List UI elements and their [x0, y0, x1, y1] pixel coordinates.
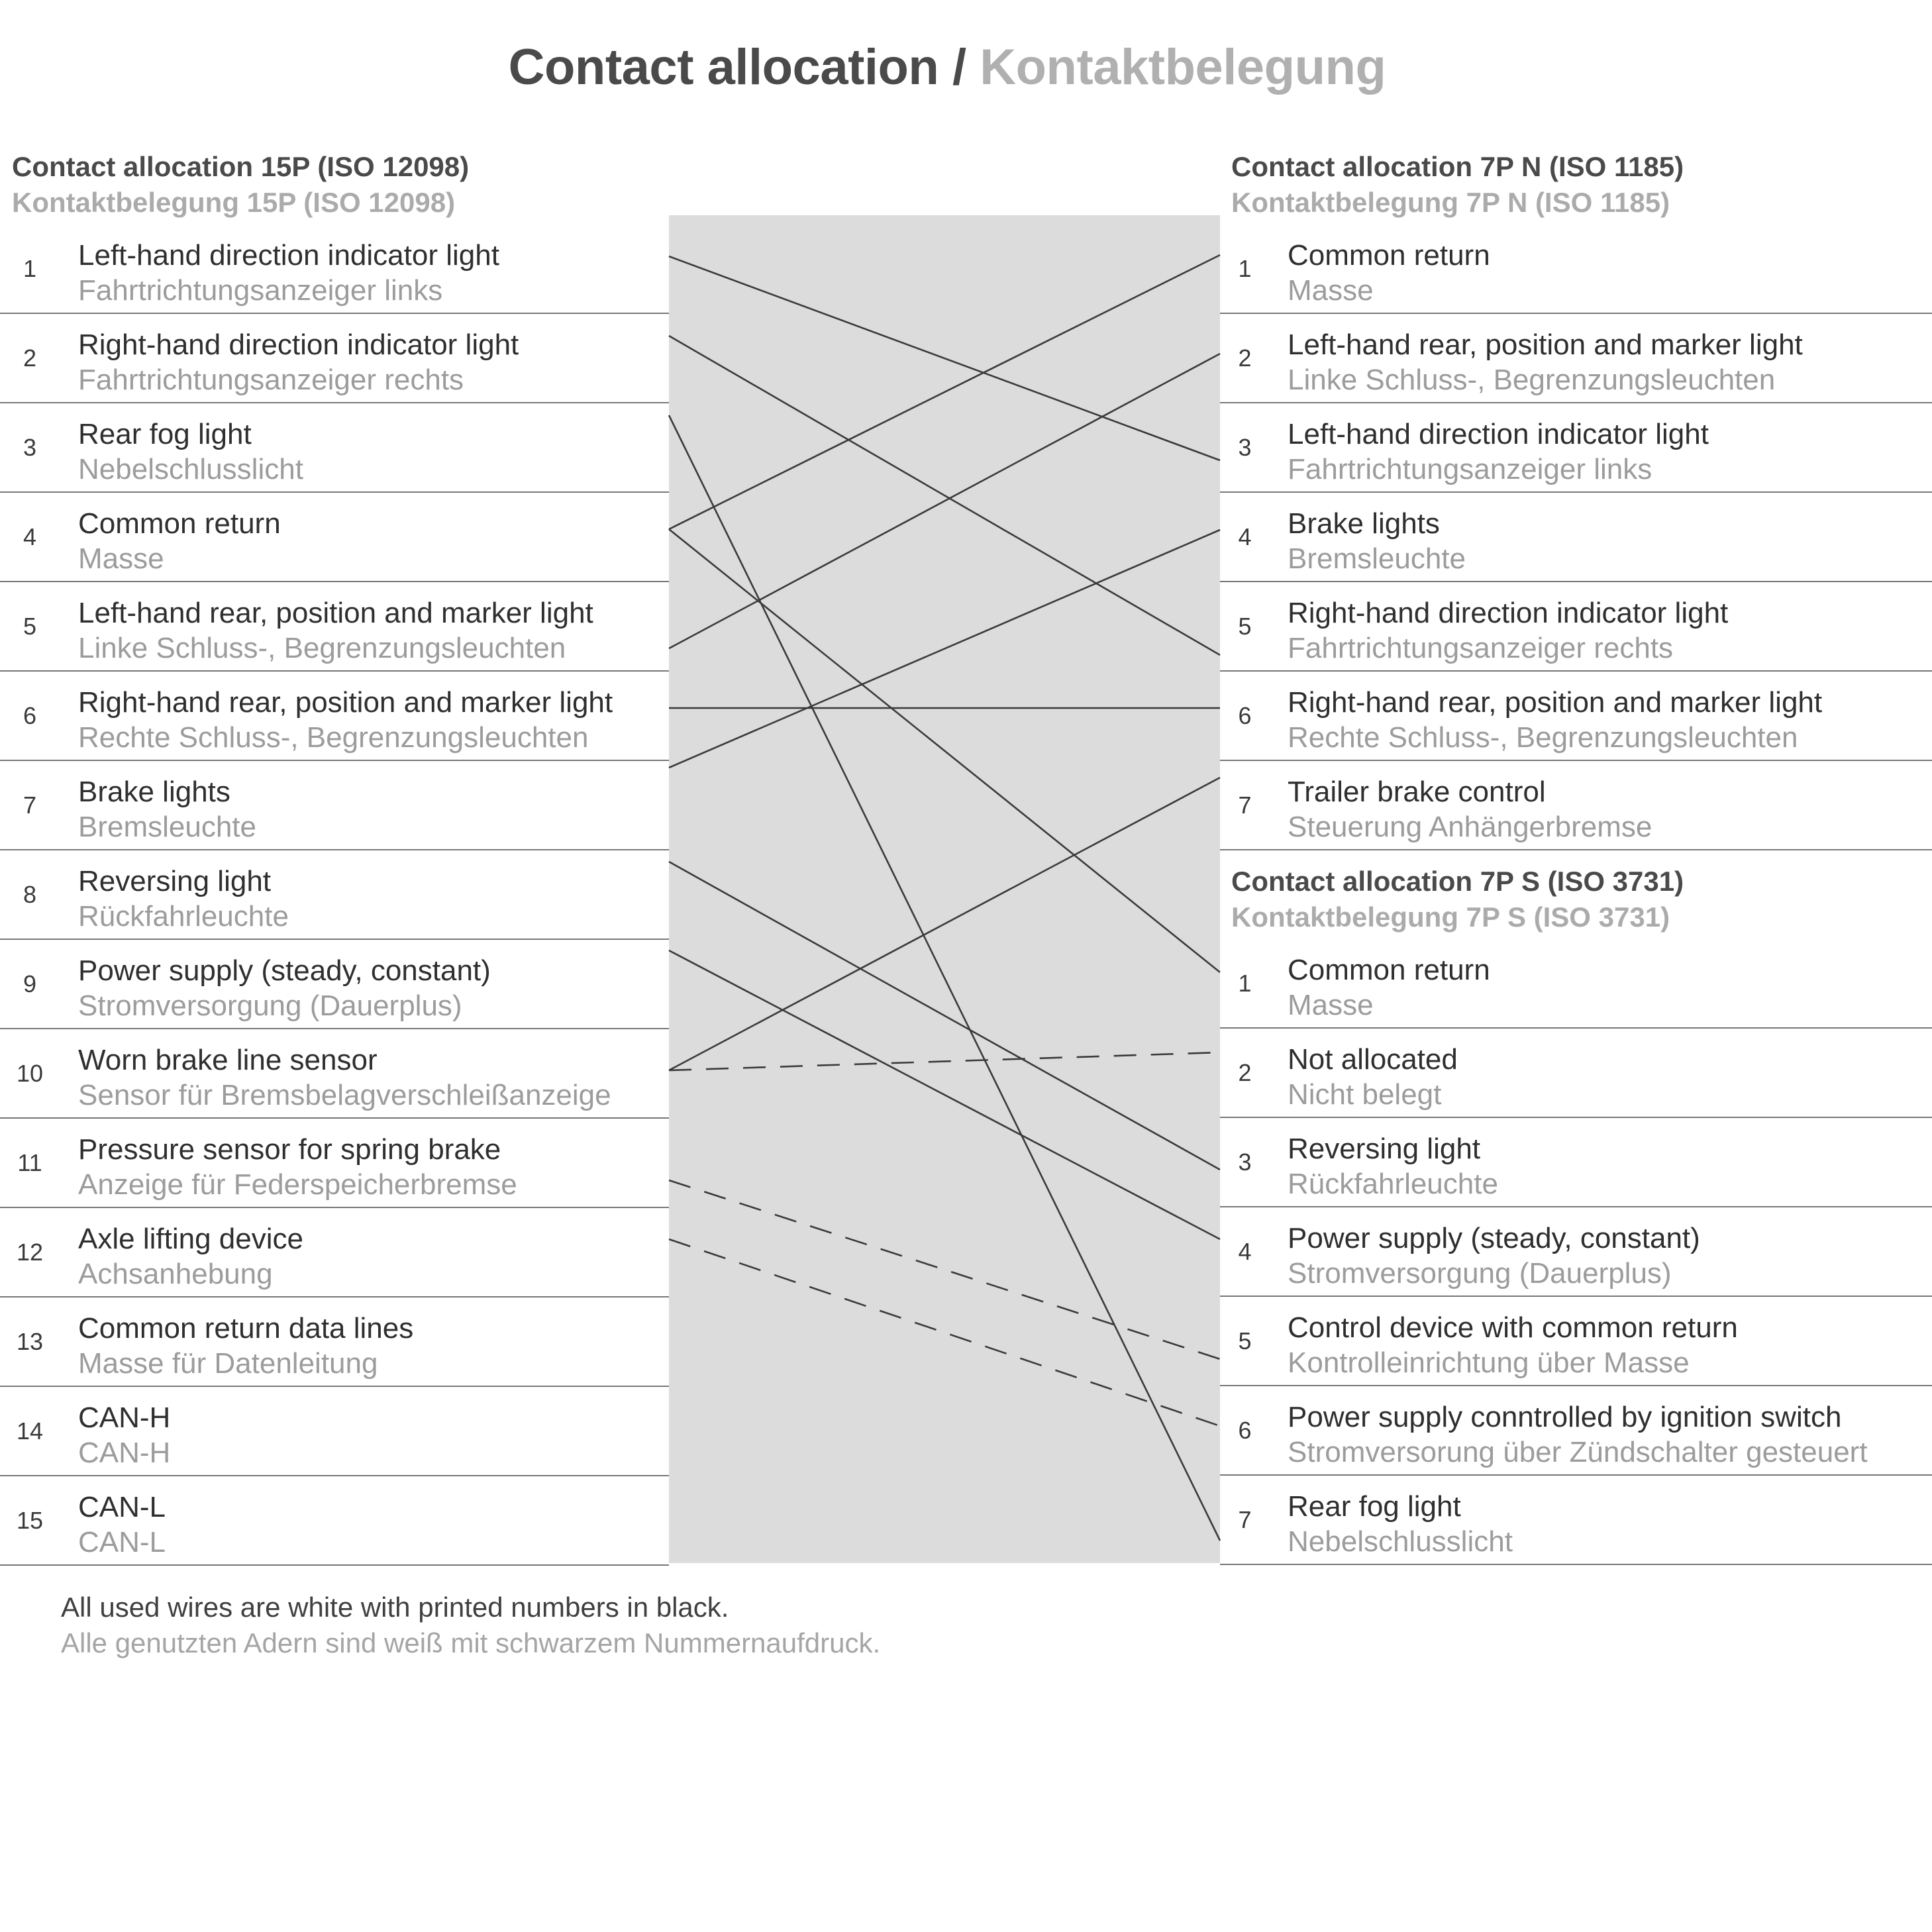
- contact-number: 5: [1238, 613, 1252, 640]
- contact-label-de: Achsanhebung: [78, 1258, 273, 1290]
- left-row-5: [0, 582, 669, 672]
- right-s-heading-en: Contact allocation 7P S (ISO 3731): [1231, 866, 1684, 897]
- contact-number: 10: [16, 1060, 44, 1087]
- contact-label-de: CAN-L: [78, 1526, 166, 1558]
- left-row-6: [0, 672, 669, 761]
- contact-label-de: Fahrtrichtungsanzeiger rechts: [78, 364, 464, 396]
- right-s-row-3: [1220, 1118, 1932, 1207]
- contact-number: 2: [1238, 344, 1252, 372]
- right-n-row-6: [1220, 672, 1932, 761]
- right-n-row-5: [1220, 582, 1932, 672]
- contact-number: 2: [23, 344, 37, 372]
- contact-label-de: Linke Schluss-, Begrenzungsleuchten: [1288, 364, 1776, 396]
- contact-label-de: Linke Schluss-, Begrenzungsleuchten: [78, 632, 566, 664]
- contact-label-de: CAN-H: [78, 1437, 171, 1469]
- contact-label-de: Rechte Schluss-, Begrenzungsleuchten: [1288, 721, 1798, 754]
- contact-label-en: Rear fog light: [1288, 1490, 1461, 1523]
- contact-number: 2: [1238, 1059, 1252, 1086]
- contact-number: 9: [23, 970, 37, 997]
- contact-number: 7: [1238, 791, 1252, 819]
- contact-label-de: Kontrolleinrichtung über Masse: [1288, 1347, 1690, 1379]
- contact-label-en: Common return: [1288, 954, 1490, 986]
- left-row-14: [0, 1387, 669, 1476]
- contact-label-en: Left-hand rear, position and marker light: [1288, 329, 1803, 361]
- contact-label-en: Common return: [78, 507, 281, 540]
- contact-number: 4: [1238, 523, 1252, 550]
- contact-label-en: Common return data lines: [78, 1312, 414, 1345]
- title-separator: /: [939, 39, 980, 95]
- contact-number: 1: [23, 255, 37, 282]
- contact-label-en: Left-hand direction indicator light: [1288, 418, 1709, 450]
- contact-label-en: Common return: [1288, 239, 1490, 272]
- left-row-9: [0, 940, 669, 1029]
- contact-number: 3: [1238, 1148, 1252, 1176]
- contact-label-en: Right-hand rear, position and marker light: [78, 686, 613, 719]
- right-s-row-6: [1220, 1386, 1932, 1476]
- contact-number: 7: [23, 791, 37, 819]
- contact-number: 6: [1238, 702, 1252, 729]
- wiring-band: [669, 215, 1220, 1563]
- contact-number: 8: [23, 881, 37, 908]
- contact-label-de: Nicht belegt: [1288, 1078, 1442, 1111]
- contact-label-en: CAN-H: [78, 1401, 171, 1434]
- left-row-11: [0, 1119, 669, 1208]
- contact-number: 3: [23, 434, 37, 461]
- right-n-row-1: [1220, 225, 1932, 314]
- contact-number: 7: [1238, 1506, 1252, 1533]
- left-row-15: [0, 1476, 669, 1566]
- contact-number: 5: [1238, 1327, 1252, 1354]
- title-de: Kontaktbelegung: [980, 39, 1386, 95]
- left-row-12: [0, 1208, 669, 1297]
- right-n-row-7: [1220, 761, 1932, 850]
- right-s-heading: [1231, 864, 1684, 935]
- left-row-7: [0, 761, 669, 850]
- contact-label-de: Fahrtrichtungsanzeiger rechts: [1288, 632, 1674, 664]
- contact-label-en: Right-hand direction indicator light: [1288, 597, 1729, 629]
- contact-label-de: Masse: [1288, 989, 1374, 1021]
- contact-label-de: Anzeige für Federspeicherbremse: [78, 1168, 517, 1201]
- contact-label-en: Power supply conntrolled by ignition switch: [1288, 1401, 1842, 1433]
- contact-label-en: Rear fog light: [78, 418, 252, 450]
- footnote: [61, 1590, 880, 1661]
- title-en: Contact allocation: [508, 39, 939, 95]
- left-heading-en: Contact allocation 15P (ISO 12098): [12, 151, 470, 182]
- contact-number: 5: [23, 613, 37, 640]
- left-heading-de: Kontaktbelegung 15P (ISO 12098): [12, 187, 456, 218]
- footnote-de: Alle genutzten Adern sind weiß mit schwarzem Nummernaufdruck.: [61, 1627, 881, 1658]
- right-s-row-2: [1220, 1029, 1932, 1118]
- contact-label-en: Pressure sensor for spring brake: [78, 1133, 501, 1166]
- right-n-row-3: [1220, 403, 1932, 493]
- contact-label-de: Stromversorgung (Dauerplus): [1288, 1257, 1672, 1290]
- left-row-8: [0, 850, 669, 940]
- contact-label-en: Brake lights: [78, 776, 230, 808]
- contact-label-en: Worn brake line sensor: [78, 1044, 378, 1076]
- contact-label-de: Rückfahrleuchte: [78, 900, 289, 933]
- right-s-row-4: [1220, 1207, 1932, 1297]
- contact-number: 6: [23, 702, 37, 729]
- left-row-1: [0, 225, 669, 314]
- contact-label-de: Bremsleuchte: [78, 811, 257, 843]
- contact-label-de: Fahrtrichtungsanzeiger links: [1288, 453, 1652, 485]
- contact-label-de: Masse: [78, 542, 164, 575]
- right-n-heading: [1231, 149, 1684, 221]
- contact-label-de: Rückfahrleuchte: [1288, 1168, 1498, 1200]
- contact-label-en: Right-hand direction indicator light: [78, 329, 519, 361]
- contact-label-en: CAN-L: [78, 1491, 166, 1523]
- right-n-heading-en: Contact allocation 7P N (ISO 1185): [1231, 151, 1684, 182]
- contact-number: 1: [1238, 970, 1252, 997]
- right-s-heading-de: Kontaktbelegung 7P S (ISO 3731): [1231, 901, 1670, 933]
- contact-label-en: Not allocated: [1288, 1043, 1458, 1076]
- contact-label-en: Right-hand rear, position and marker light: [1288, 686, 1823, 719]
- left-row-10: [0, 1029, 669, 1119]
- contact-label-en: Power supply (steady, constant): [78, 954, 491, 987]
- contact-label-en: Reversing light: [78, 865, 272, 897]
- contact-number: 13: [16, 1328, 44, 1355]
- right-s-row-5: [1220, 1297, 1932, 1386]
- contact-label-en: Brake lights: [1288, 507, 1440, 540]
- contact-label-de: Stromversorung über Zündschalter gesteuert: [1288, 1436, 1868, 1468]
- contact-number: 4: [1238, 1238, 1252, 1265]
- contact-label-de: Steuerung Anhängerbremse: [1288, 811, 1652, 843]
- left-row-4: [0, 493, 669, 582]
- contact-number: 3: [1238, 434, 1252, 461]
- right-n-row-4: [1220, 493, 1932, 582]
- right-n-heading-de: Kontaktbelegung 7P N (ISO 1185): [1231, 187, 1670, 218]
- contact-number: 4: [23, 523, 37, 550]
- contact-label-de: Nebelschlusslicht: [78, 453, 303, 485]
- contact-label-de: Rechte Schluss-, Begrenzungsleuchten: [78, 721, 589, 754]
- contact-label-en: Left-hand rear, position and marker light: [78, 597, 593, 629]
- contact-label-de: Masse für Datenleitung: [78, 1347, 378, 1380]
- contact-number: 15: [16, 1507, 44, 1534]
- contact-label-en: Trailer brake control: [1288, 776, 1546, 808]
- contact-number: 1: [1238, 255, 1252, 282]
- contact-label-de: Masse: [1288, 274, 1374, 307]
- contact-number: 11: [17, 1149, 42, 1176]
- page-title: [0, 38, 1894, 96]
- left-heading: [12, 149, 469, 221]
- contact-label-en: Left-hand direction indicator light: [78, 239, 499, 272]
- contact-label-de: Bremsleuchte: [1288, 542, 1466, 575]
- footnote-en: All used wires are white with printed numbers in black.: [61, 1592, 729, 1623]
- contact-label-de: Stromversorgung (Dauerplus): [78, 990, 462, 1022]
- left-row-2: [0, 314, 669, 403]
- contact-label-de: Fahrtrichtungsanzeiger links: [78, 274, 443, 307]
- contact-label-en: Control device with common return: [1288, 1311, 1738, 1344]
- left-row-3: [0, 403, 669, 493]
- contact-number: 12: [16, 1239, 44, 1266]
- contact-number: 14: [16, 1417, 44, 1445]
- contact-label-en: Reversing light: [1288, 1133, 1481, 1165]
- right-n-row-2: [1220, 314, 1932, 403]
- right-s-row-7: [1220, 1476, 1932, 1565]
- contact-number: 6: [1238, 1417, 1252, 1444]
- left-row-13: [0, 1297, 669, 1387]
- right-s-row-1: [1220, 939, 1932, 1029]
- contact-label-de: Sensor für Bremsbelagverschleißanzeige: [78, 1079, 611, 1111]
- contact-label-en: Power supply (steady, constant): [1288, 1222, 1700, 1254]
- contact-label-de: Nebelschlusslicht: [1288, 1525, 1513, 1558]
- contact-label-en: Axle lifting device: [78, 1223, 303, 1255]
